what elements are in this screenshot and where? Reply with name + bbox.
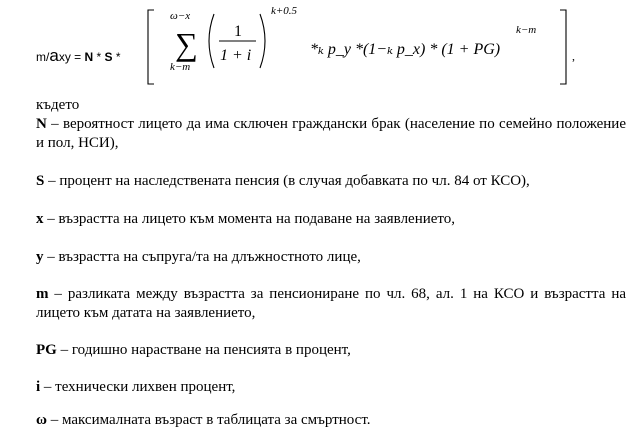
formula-times-2: * (112, 50, 121, 64)
definition-text: – вероятност лицето да има сключен граждански брак (население по семейно положение и пол, НСИ), (36, 116, 626, 151)
definition-text: – възрастта на съпруга/та на длъжностното лице, (43, 249, 361, 265)
formula-lhs (36, 46, 121, 66)
left-bracket (148, 10, 154, 84)
annuity-formula (36, 0, 596, 92)
frac-right-paren (260, 14, 265, 68)
definition-omega (36, 411, 626, 430)
definition-y (36, 248, 626, 267)
definition-symbol: N (36, 116, 47, 132)
fraction-numerator: 1 (234, 23, 242, 40)
formula-expression (144, 0, 604, 92)
formula-product-terms: *ₖ p_y *(1−ₖ p_x) * (1 + PG) (310, 41, 501, 58)
definition-text: – разликата между възрастта за пенсиониране по чл. 68, ал. 1 на КСО и възрастта на лицето към датата на заявлението, (36, 286, 626, 321)
outer-exponent: k+0.5 (271, 5, 298, 17)
definition-n (36, 115, 626, 153)
definition-text: – годишно нарастване на пенсията в процент, (56, 342, 351, 358)
frac-left-paren (209, 14, 214, 68)
definition-text: – технически лихвен процент, (40, 379, 236, 395)
definition-symbol: y (36, 249, 44, 265)
formula-times-1: * (93, 50, 105, 64)
definition-symbol: ω (36, 412, 47, 428)
summation-symbol: ∑ (175, 26, 198, 62)
formula-trailing-comma: , (572, 49, 575, 63)
formula-prefix: m/ (36, 50, 50, 64)
definition-s (36, 172, 626, 191)
fraction-denominator: 1 + i (220, 47, 252, 64)
definition-text: – максималната възраст в таблицата за смъртност. (46, 412, 371, 428)
right-bracket (560, 10, 566, 84)
definition-symbol: PG (36, 342, 57, 358)
sum-lower-limit: k−m (170, 61, 191, 73)
definition-m (36, 285, 626, 323)
definition-symbol: i (36, 379, 41, 395)
formula-s-symbol: S (104, 50, 113, 64)
definition-i (36, 378, 626, 397)
definition-text: – възрастта на лицето към момента на подаване на заявлението, (43, 211, 456, 227)
definition-x (36, 210, 626, 229)
intro-word: където (36, 97, 80, 113)
definition-text: – процент на наследствената пенсия (в случая добавката по чл. 84 от КСО), (44, 173, 530, 189)
definition-symbol: m (36, 286, 49, 302)
definition-symbol: S (36, 173, 45, 189)
definition-pg (36, 341, 626, 360)
definition-symbol: x (36, 211, 44, 227)
sum-upper-limit: ω−x (170, 10, 191, 22)
pg-exponent: k−m (516, 24, 537, 36)
formula-equals: = (70, 50, 85, 64)
formula-n-symbol: N (84, 50, 94, 64)
formula-a-subscript: xy (58, 50, 71, 64)
formula-a-symbol: a (49, 46, 59, 65)
